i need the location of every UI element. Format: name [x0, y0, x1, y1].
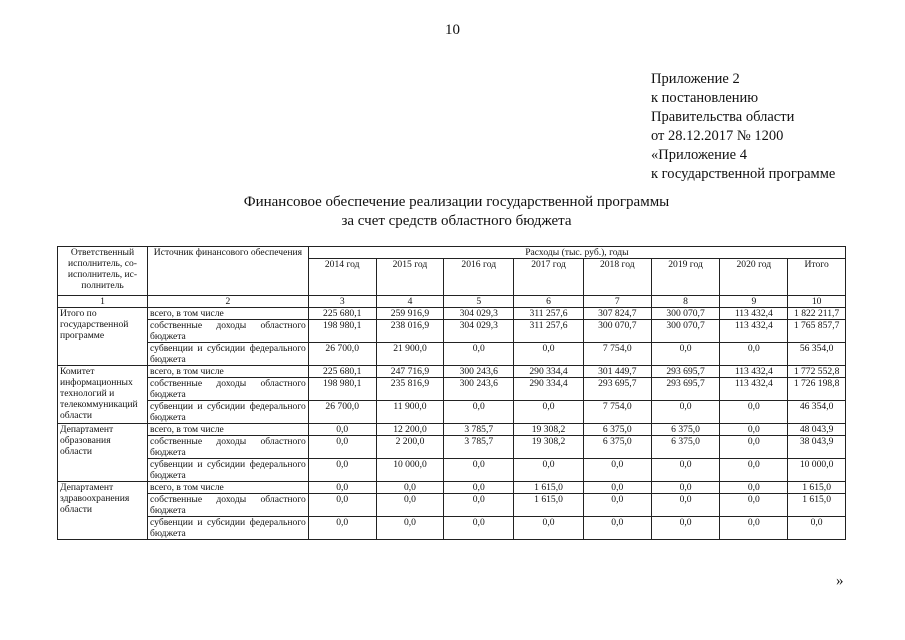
- appendix-block: [651, 70, 835, 184]
- column-index: 3: [308, 296, 376, 308]
- value-cell: 0,0: [514, 401, 584, 424]
- value-cell: 0,0: [583, 482, 651, 494]
- value-cell: 113 432,4: [720, 378, 788, 401]
- column-index: 5: [444, 296, 514, 308]
- value-cell: 293 695,7: [651, 366, 720, 378]
- header-year: 2019 год: [651, 259, 720, 296]
- column-index: 2: [148, 296, 309, 308]
- header-year: 2020 год: [720, 259, 788, 296]
- table-row: [58, 320, 846, 343]
- header-year: 2015 год: [376, 259, 444, 296]
- value-cell: 0,0: [308, 459, 376, 482]
- value-cell: 311 257,6: [514, 320, 584, 343]
- source-cell: всего, в том числе: [148, 482, 309, 494]
- value-cell: 6 375,0: [583, 436, 651, 459]
- value-cell: 113 432,4: [720, 366, 788, 378]
- value-cell: 0,0: [514, 517, 584, 540]
- value-cell: 311 257,6: [514, 308, 584, 320]
- value-cell: 6 375,0: [583, 424, 651, 436]
- source-cell: собственные доходы областного бюджета: [148, 436, 309, 459]
- source-cell: собственные доходы областного бюджета: [148, 320, 309, 343]
- value-cell: 0,0: [651, 459, 720, 482]
- value-cell: 0,0: [444, 401, 514, 424]
- value-cell: 0,0: [514, 459, 584, 482]
- value-cell: 0,0: [651, 482, 720, 494]
- total-cell: 1 772 552,8: [788, 366, 846, 378]
- value-cell: 11 900,0: [376, 401, 444, 424]
- value-cell: 19 308,2: [514, 436, 584, 459]
- value-cell: 300 070,7: [583, 320, 651, 343]
- value-cell: 0,0: [444, 517, 514, 540]
- column-index: 9: [720, 296, 788, 308]
- value-cell: 6 375,0: [651, 436, 720, 459]
- page-number: 10: [445, 22, 460, 38]
- value-cell: 26 700,0: [308, 343, 376, 366]
- header-year: 2016 год: [444, 259, 514, 296]
- value-cell: 2 200,0: [376, 436, 444, 459]
- table-row: [58, 459, 846, 482]
- value-cell: 259 916,9: [376, 308, 444, 320]
- value-cell: 21 900,0: [376, 343, 444, 366]
- total-cell: 10 000,0: [788, 459, 846, 482]
- value-cell: 0,0: [308, 424, 376, 436]
- value-cell: 0,0: [651, 401, 720, 424]
- value-cell: 0,0: [583, 494, 651, 517]
- value-cell: 300 070,7: [651, 320, 720, 343]
- value-cell: 1 615,0: [514, 482, 584, 494]
- column-index: 10: [788, 296, 846, 308]
- value-cell: 198 980,1: [308, 320, 376, 343]
- value-cell: 0,0: [308, 517, 376, 540]
- source-cell: субвенции и субсидии федерального бюджета: [148, 459, 309, 482]
- value-cell: 0,0: [444, 494, 514, 517]
- value-cell: 0,0: [720, 401, 788, 424]
- source-cell: всего, в том числе: [148, 366, 309, 378]
- column-index: 7: [583, 296, 651, 308]
- table-row: [58, 378, 846, 401]
- table-body: [58, 308, 846, 540]
- value-cell: 3 785,7: [444, 436, 514, 459]
- value-cell: 301 449,7: [583, 366, 651, 378]
- source-cell: субвенции и субсидии федерального бюджета: [148, 517, 309, 540]
- value-cell: 0,0: [514, 343, 584, 366]
- value-cell: 7 754,0: [583, 343, 651, 366]
- table-row: [58, 308, 846, 320]
- value-cell: 225 680,1: [308, 366, 376, 378]
- value-cell: 0,0: [308, 482, 376, 494]
- header-executor: Ответственный исполнитель, со-исполнитель, ис-полнитель: [58, 247, 148, 296]
- table-row: [58, 424, 846, 436]
- value-cell: 3 785,7: [444, 424, 514, 436]
- executor-cell: Департамент образования области: [58, 424, 148, 482]
- source-cell: всего, в том числе: [148, 424, 309, 436]
- value-cell: 235 816,9: [376, 378, 444, 401]
- value-cell: 10 000,0: [376, 459, 444, 482]
- appendix-line: «Приложение 4: [651, 147, 747, 163]
- value-cell: 12 200,0: [376, 424, 444, 436]
- table-row: [58, 482, 846, 494]
- value-cell: 307 824,7: [583, 308, 651, 320]
- document-title: [0, 193, 905, 231]
- appendix-line: к государственной программе: [651, 166, 836, 182]
- value-cell: 113 432,4: [720, 308, 788, 320]
- value-cell: 0,0: [376, 517, 444, 540]
- value-cell: 300 070,7: [651, 308, 720, 320]
- header-year: 2018 год: [583, 259, 651, 296]
- value-cell: 247 716,9: [376, 366, 444, 378]
- total-cell: 1 615,0: [788, 494, 846, 517]
- appendix-line: к постановлению: [651, 90, 759, 106]
- value-cell: 0,0: [444, 482, 514, 494]
- header-source: Источник финансового обеспечения: [148, 247, 309, 296]
- title-line-1: Финансовое обеспечение реализации государственной программы: [243, 194, 670, 210]
- value-cell: 304 029,3: [444, 320, 514, 343]
- total-cell: 38 043,9: [788, 436, 846, 459]
- value-cell: 0,0: [376, 494, 444, 517]
- value-cell: 0,0: [583, 517, 651, 540]
- appendix-line: от 28.12.2017 № 1200: [651, 128, 784, 144]
- appendix-line: Приложение 2: [651, 71, 740, 87]
- value-cell: 0,0: [376, 482, 444, 494]
- executor-cell: Комитет информационных технологий и телекоммуникаций области: [58, 366, 148, 424]
- value-cell: 293 695,7: [651, 378, 720, 401]
- executor-cell: Итого по государственной программе: [58, 308, 148, 366]
- value-cell: 0,0: [720, 436, 788, 459]
- header-total: Итого: [788, 259, 846, 296]
- total-cell: 1 765 857,7: [788, 320, 846, 343]
- value-cell: 0,0: [583, 459, 651, 482]
- value-cell: 0,0: [444, 343, 514, 366]
- column-index: 4: [376, 296, 444, 308]
- value-cell: 0,0: [651, 494, 720, 517]
- total-cell: 56 354,0: [788, 343, 846, 366]
- value-cell: 304 029,3: [444, 308, 514, 320]
- source-cell: субвенции и субсидии федерального бюджета: [148, 401, 309, 424]
- header-year: 2014 год: [308, 259, 376, 296]
- value-cell: 0,0: [651, 343, 720, 366]
- source-cell: всего, в том числе: [148, 308, 309, 320]
- table-row: [58, 517, 846, 540]
- value-cell: 19 308,2: [514, 424, 584, 436]
- source-cell: субвенции и субсидии федерального бюджета: [148, 343, 309, 366]
- value-cell: 1 615,0: [514, 494, 584, 517]
- closing-quote: »: [836, 573, 844, 589]
- value-cell: 300 243,6: [444, 378, 514, 401]
- value-cell: 113 432,4: [720, 320, 788, 343]
- title-line-2: за счет средств областного бюджета: [341, 213, 572, 229]
- table-row: [58, 436, 846, 459]
- value-cell: 26 700,0: [308, 401, 376, 424]
- table-row: [58, 494, 846, 517]
- value-cell: 0,0: [720, 517, 788, 540]
- column-index: 1: [58, 296, 148, 308]
- total-cell: 1 822 211,7: [788, 308, 846, 320]
- column-index: 8: [651, 296, 720, 308]
- table-row: [58, 343, 846, 366]
- source-cell: собственные доходы областного бюджета: [148, 494, 309, 517]
- value-cell: 7 754,0: [583, 401, 651, 424]
- value-cell: 238 016,9: [376, 320, 444, 343]
- value-cell: 290 334,4: [514, 366, 584, 378]
- table-row: [58, 401, 846, 424]
- column-index-row: [58, 296, 846, 308]
- source-cell: собственные доходы областного бюджета: [148, 378, 309, 401]
- value-cell: 300 243,6: [444, 366, 514, 378]
- total-cell: 0,0: [788, 517, 846, 540]
- value-cell: 0,0: [720, 343, 788, 366]
- value-cell: 293 695,7: [583, 378, 651, 401]
- total-cell: 46 354,0: [788, 401, 846, 424]
- value-cell: 0,0: [651, 517, 720, 540]
- total-cell: 48 043,9: [788, 424, 846, 436]
- value-cell: 0,0: [308, 494, 376, 517]
- value-cell: 0,0: [720, 424, 788, 436]
- value-cell: 290 334,4: [514, 378, 584, 401]
- value-cell: 225 680,1: [308, 308, 376, 320]
- table-row: [58, 366, 846, 378]
- total-cell: 1 726 198,8: [788, 378, 846, 401]
- value-cell: 0,0: [720, 482, 788, 494]
- value-cell: 0,0: [720, 494, 788, 517]
- financing-table: [57, 246, 846, 540]
- executor-cell: Департамент здравоохранения области: [58, 482, 148, 540]
- total-cell: 1 615,0: [788, 482, 846, 494]
- header-expenses: Расходы (тыс. руб.), годы: [308, 247, 845, 259]
- column-index: 6: [514, 296, 584, 308]
- header-year: 2017 год: [514, 259, 584, 296]
- value-cell: 0,0: [308, 436, 376, 459]
- value-cell: 0,0: [720, 459, 788, 482]
- value-cell: 0,0: [444, 459, 514, 482]
- value-cell: 6 375,0: [651, 424, 720, 436]
- appendix-line: Правительства области: [651, 109, 795, 125]
- value-cell: 198 980,1: [308, 378, 376, 401]
